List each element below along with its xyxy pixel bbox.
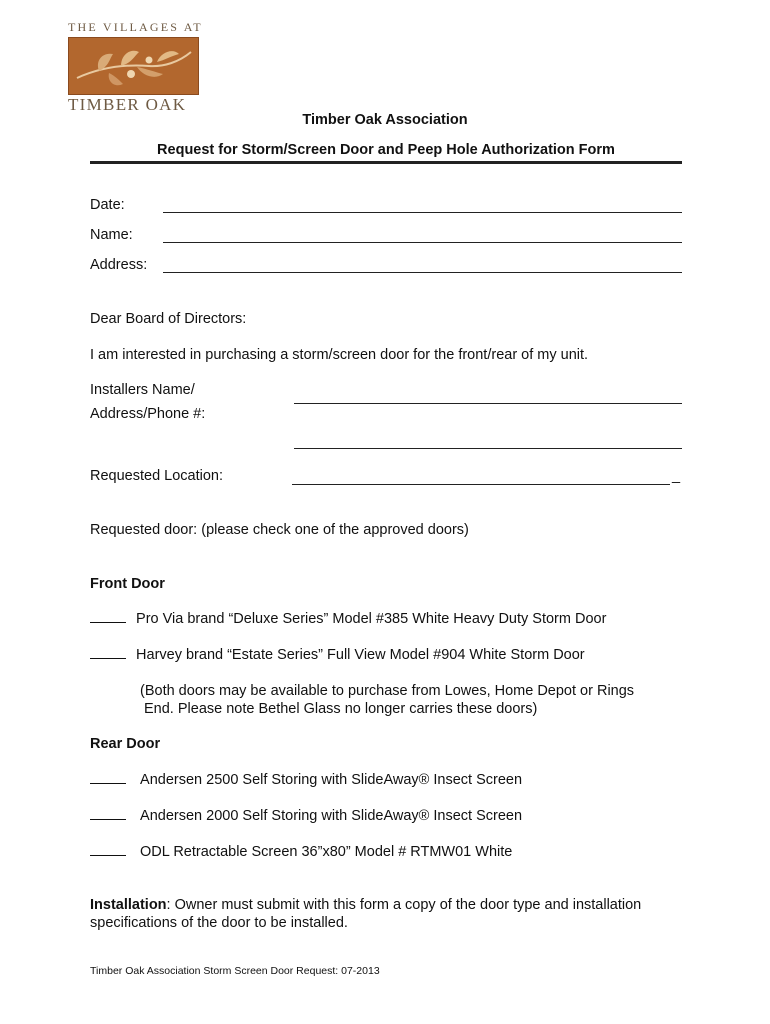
date-field-line[interactable]	[163, 212, 682, 213]
rear-door-option-label: ODL Retractable Screen 36”x80” Model # RTMW01 White	[140, 844, 513, 860]
location-line-suffix: _	[672, 468, 681, 484]
rear-door-heading: Rear Door	[90, 736, 161, 752]
timber-oak-logo	[64, 20, 203, 114]
front-door-note-line-2: End. Please note Bethel Glass no longer carries these doors)	[144, 701, 538, 717]
front-door-option	[90, 646, 585, 664]
logo-top-text: THE VILLAGES AT	[68, 20, 203, 34]
installation-label: Installation	[90, 897, 167, 913]
front-door-option-label: Harvey brand “Estate Series” Full View Model #904 White Storm Door	[136, 647, 585, 663]
organization-title: Timber Oak Association	[302, 112, 468, 128]
rear-door-checkbox-blank[interactable]	[90, 807, 126, 820]
salutation: Dear Board of Directors:	[90, 311, 247, 327]
installer-field-line-2[interactable]	[294, 448, 682, 449]
location-label: Requested Location:	[90, 468, 224, 484]
front-door-note-line-1: (Both doors may be available to purchase from Lowes, Home Depot or Rings	[140, 683, 635, 699]
form-title: Request for Storm/Screen Door and Peep Hole Authorization Form	[157, 142, 615, 158]
rear-door-option	[90, 843, 512, 861]
rear-door-checkbox-blank[interactable]	[90, 771, 126, 784]
date-label: Date:	[90, 197, 125, 213]
installation-text-1: : Owner must submit with this form a copy of the door type and installation	[166, 897, 642, 913]
logo-bottom-text: TIMBER OAK	[68, 95, 187, 114]
rear-door-option-label: Andersen 2000 Self Storing with SlideAway® Insect Screen	[140, 808, 523, 824]
location-field-line[interactable]	[292, 484, 670, 485]
installation-paragraph-line-2: specifications of the door to be installed.	[90, 915, 348, 931]
door-prompt: Requested door: (please check one of the approved doors)	[90, 522, 469, 538]
rear-door-option-label: Andersen 2500 Self Storing with SlideAway® Insect Screen	[140, 772, 523, 788]
front-door-option	[90, 610, 606, 628]
installer-label-line-2: Address/Phone #:	[90, 406, 206, 422]
intro-paragraph: I am interested in purchasing a storm/screen door for the front/rear of my unit.	[90, 347, 589, 363]
rear-door-option	[90, 807, 522, 825]
installer-field-line-1[interactable]	[294, 403, 682, 404]
front-door-checkbox-blank[interactable]	[90, 646, 126, 659]
oak-branch-icon	[69, 38, 198, 94]
title-divider	[90, 161, 682, 164]
address-field-line[interactable]	[163, 272, 682, 273]
address-label: Address:	[90, 257, 148, 273]
front-door-checkbox-blank[interactable]	[90, 610, 126, 623]
footer-text: Timber Oak Association Storm Screen Door Request: 07-2013	[90, 965, 380, 977]
front-door-option-label: Pro Via brand “Deluxe Series” Model #385 White Heavy Duty Storm Door	[136, 611, 607, 627]
logo-oak-leaf-emblem	[68, 37, 199, 95]
front-door-heading: Front Door	[90, 576, 165, 592]
rear-door-option	[90, 771, 522, 789]
name-label: Name:	[90, 227, 133, 243]
rear-door-checkbox-blank[interactable]	[90, 843, 126, 856]
name-field-line[interactable]	[163, 242, 682, 243]
installation-paragraph-line-1	[90, 896, 641, 914]
installer-label-line-1: Installers Name/	[90, 382, 195, 398]
